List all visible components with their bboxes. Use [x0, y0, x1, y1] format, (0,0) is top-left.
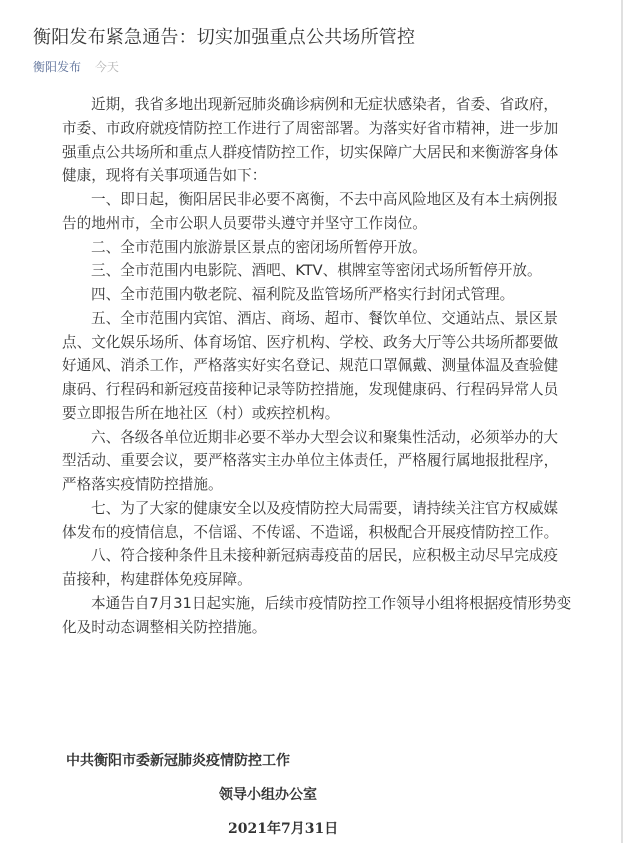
- paragraph-item-4: 四、全市范围内敬老院、福利院及监管场所严格实行封闭式管理。: [91, 286, 515, 303]
- paragraph-item-7: 七、为了大家的健康安全以及疫情防控大局需要，请持续关注官方权威媒体发布的疫情信息，不信谣、不传谣、不造谣，积极配合开展疫情防控工作。: [62, 499, 559, 541]
- paragraph-closing: 本通告自7月31日起实施，后续市疫情防控工作领导小组将根据疫情形势变化及时动态调整相关防控措施。: [62, 594, 572, 636]
- paragraph-item-8: 八、符合接种条件且未接种新冠病毒疫苗的居民，应积极主动尽早完成疫苗接种，构建群体免疫屏障。: [62, 547, 559, 588]
- author-link[interactable]: 衡阳发布: [33, 60, 82, 74]
- paragraph-intro: 近期，我省多地出现新冠肺炎确诊病例和无症状感染者，省委、省政府，市委、市政府就疫情防控工作进行了周密部署。为落实好省市精神，进一步加强重点公共场所和重点人群疫情防控工作，切实保障广大居民和来衡游客身体健康，现将有关事项通告如下：: [62, 96, 559, 185]
- signature-org-line2: 领导小组办公室: [219, 787, 317, 803]
- article-body: [62, 93, 572, 639]
- paragraph-item-1: 一、即日起，衡阳居民非必要不离衡，不去中高风险地区及有本土病例报告的地州市，全市公职人员要带头遵守并坚守工作岗位。: [62, 191, 559, 232]
- article-title: 衡阳发布紧急通告：切实加强重点公共场所管控: [33, 27, 416, 48]
- paragraph-item-3: 三、全市范围内电影院、酒吧、KTV、棋牌室等密闭式场所暂停开放。: [91, 262, 542, 280]
- paragraph-item-2: 二、全市范围内旅游景区景点的密闭场所暂停开放。: [91, 238, 427, 256]
- article-meta: [33, 58, 119, 75]
- paragraph-item-5: 五、全市范围内宾馆、酒店、商场、超市、餐饮单位、交通站点、景区景点、文化娱乐场所、体育场馆、医疗机构、学校、政务大厅等公共场所都要做好通风、消杀工作，严格落实好实名登记、规范口罩佩戴、测量体温及查验健康码、行程码和新冠疫苗接种记录等防控措施，发现健康码、行程码异常人员要立即报告所在地社区（村）或疾控机构。: [62, 309, 559, 422]
- signature-date: 2021年7月31日: [228, 821, 339, 837]
- signature-org-line1: 中共衡阳市委新冠肺炎疫情防控工作: [66, 753, 290, 769]
- publish-date: 今天: [94, 60, 119, 74]
- paragraph-item-6: 六、各级各单位近期非必要不举办大型会议和聚集性活动，必须举办的大型活动、重要会议，要严格落实主办单位主体责任，严格履行属地报批程序，严格落实疫情防控措施。: [62, 428, 559, 493]
